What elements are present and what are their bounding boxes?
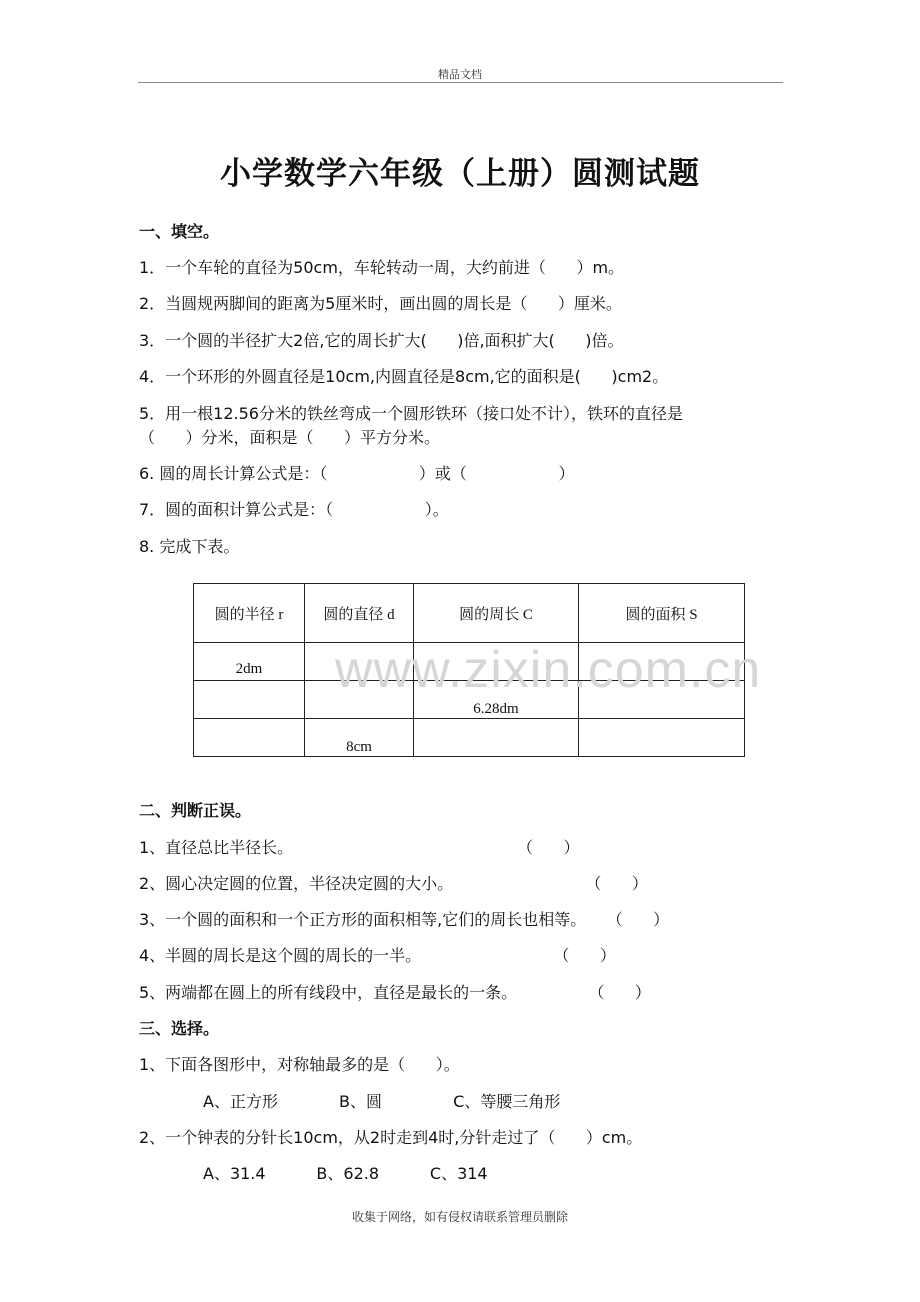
judge-item-5: 5、两端都在圆上的所有线段中，直径是最长的一条。 （ ） [139, 983, 651, 1002]
choice-question-1: 1、下面各图形中，对称轴最多的是（ ）。 [139, 1055, 460, 1074]
table-cell [414, 719, 579, 757]
fill-item-5: 5．用一根12.56分米的铁丝弯成一个圆形铁环（接口处不计），铁环的直径是 [139, 404, 683, 423]
table-header-radius: 圆的半径 r [194, 584, 305, 643]
table-header-diameter: 圆的直径 d [305, 584, 414, 643]
watermark: www.zixin.com.cn [335, 641, 762, 699]
judge-item-2: 2、圆心决定圆的位置，半径决定圆的大小。 （ ） [139, 874, 648, 893]
table-cell [194, 719, 305, 757]
judge-item-3: 3、一个圆的面积和一个正方形的面积相等,它们的周长也相等。 （ ） [139, 910, 670, 929]
choice-question-2: 2、一个钟表的分针长10cm，从2时走到4时,分针走过了（ ）cm。 [139, 1128, 643, 1147]
table-cell: 6.28dm [414, 681, 579, 719]
table-row [194, 719, 745, 757]
choice-options-2: A、31.4 B、62.8 C、314 [203, 1164, 488, 1183]
fill-item-5-cont: （ ）分米，面积是（ ）平方分米。 [139, 428, 441, 447]
judge-item-1: 1、直径总比半径长。 （ ） [139, 838, 580, 857]
fill-item-6: 6. 圆的周长计算公式是：（ ）或（ ） [139, 464, 575, 483]
table-cell [194, 681, 305, 719]
table-cell: 8cm [305, 719, 414, 757]
section-heading-choice: 三、选择。 [139, 1019, 220, 1038]
fill-item-7: 7．圆的面积计算公式是：（ ）。 [139, 500, 449, 519]
section-heading-fill: 一、填空。 [139, 222, 220, 241]
table-cell: 2dm [194, 643, 305, 681]
fill-item-1: 1．一个车轮的直径为50cm，车轮转动一周，大约前进（ ）m。 [139, 258, 625, 277]
judge-item-4: 4、半圆的周长是这个圆的周长的一半。 （ ） [139, 946, 616, 965]
fill-item-2: 2．当圆规两脚间的距离为5厘米时，画出圆的周长是（ ）厘米。 [139, 294, 622, 313]
choice-options-1: A、正方形 B、圆 C、等腰三角形 [203, 1092, 561, 1111]
table-cell [579, 719, 745, 757]
section-heading-judge: 二、判断正误。 [139, 801, 252, 820]
table-header-circumference: 圆的周长 C [414, 584, 579, 643]
footer-note: 收集于网络，如有侵权请联系管理员删除 [351, 1210, 568, 1224]
fill-item-8: 8. 完成下表。 [139, 537, 240, 556]
page-title: 小学数学六年级（上册）圆测试题 [220, 156, 700, 192]
fill-item-3: 3．一个圆的半径扩大2倍,它的周长扩大( )倍,面积扩大( )倍。 [139, 331, 624, 350]
header-rule [138, 82, 783, 83]
table-header-area: 圆的面积 S [579, 584, 745, 643]
table-header-row [194, 584, 745, 643]
fill-item-4: 4．一个环形的外圆直径是10cm,内圆直径是8cm,它的面积是( )cm2。 [139, 367, 669, 386]
header-label: 精品文档 [438, 68, 482, 81]
